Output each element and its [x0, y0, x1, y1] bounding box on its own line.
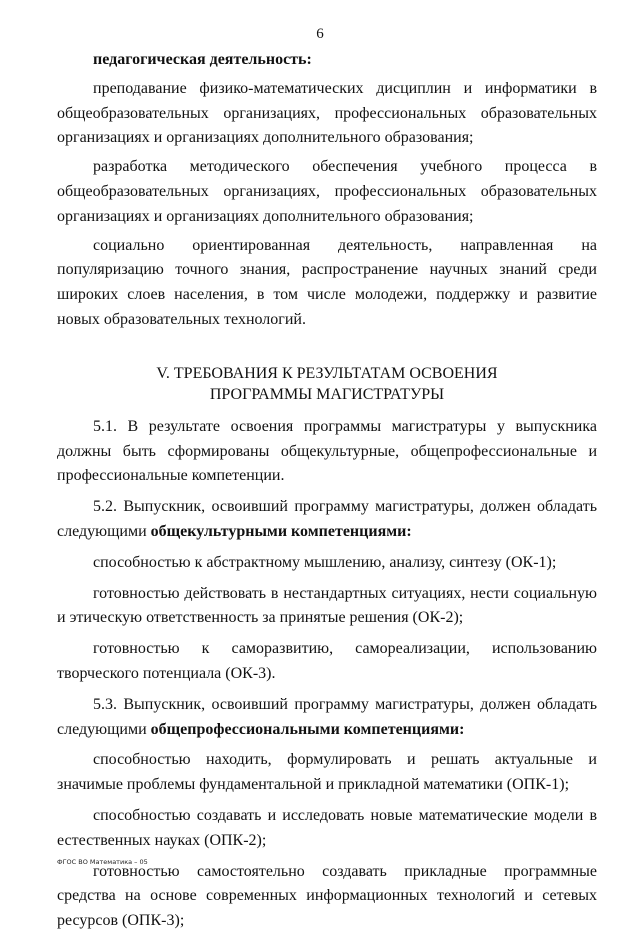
- paragraph-teaching: преподавание физико-математических дисциплин и информатики в общеобразовательных организациях, профессиональных образовательных организациях и организациях дополнительного образования;: [57, 79, 597, 147]
- clause-5-2-term: общекультурными компетенциями:: [150, 522, 412, 540]
- section-heading-line1: V. ТРЕБОВАНИЯ К РЕЗУЛЬТАТАМ ОСВОЕНИЯ: [156, 364, 498, 382]
- section-heading: [57, 363, 597, 405]
- paragraph-social: социально ориентированная деятельность, направленная на популяризацию точного знания, распространение научных знаний среди широких слоев населения, в том числе молодежи, поддержку и развитие новых образовательных технологий.: [57, 236, 597, 328]
- section-heading-line2: ПРОГРАММЫ МАГИСТРАТУРЫ: [209, 385, 445, 403]
- clause-5-1: 5.1. В результате освоения программы магистратуры у выпускника должны быть сформированы общекультурные, общепрофессиональные и профессиональные компетенции.: [57, 417, 597, 485]
- section-label: педагогическая деятельность:: [93, 51, 312, 68]
- competence-ok-2: готовностью действовать в нестандартных ситуациях, нести социальную и этическую ответственность за принятые решения (ОК-2);: [57, 584, 597, 627]
- competence-ok-3: готовностью к саморазвитию, самореализации, использованию творческого потенциала (ОК-3).: [57, 640, 597, 682]
- competence-ok-1: способностью к абстрактному мышлению, анализу, синтезу (ОК-1);: [93, 553, 557, 571]
- competence-opk-1: способностью находить, формулировать и решать актуальные и значимые проблемы фундаментальной и прикладной математики (ОПК-1);: [57, 751, 597, 794]
- competence-opk-3: готовностью самостоятельно создавать прикладные программные средства на основе современных информационных технологий и сетевых ресурсов (ОПК-3);: [57, 862, 597, 930]
- competence-opk-2: способностью создавать и исследовать новые математические модели в естественных науках (ОПК-2);: [57, 806, 597, 849]
- clause-5-3-term: общепрофессиональными компетенциями:: [150, 720, 465, 738]
- paragraph-methodology: разработка методического обеспечения учебного процесса в общеобразовательных организациях, профессиональных образовательных организациях и организациях дополнительного образования;: [57, 158, 597, 225]
- clause-5-2: [57, 495, 597, 545]
- page-body: [57, 48, 597, 934]
- clause-5-2-lead: 5.2. Выпускник, освоивший программу магистратуры, должен обладать следующими: [57, 498, 597, 540]
- clause-5-3-lead: 5.3. Выпускник, освоивший программу магистратуры, должен обладать следующими: [57, 695, 597, 738]
- document-footer: ФГОС ВО Математика – 05: [57, 858, 148, 866]
- clause-5-3: [57, 693, 597, 743]
- page-number: 6: [316, 26, 324, 42]
